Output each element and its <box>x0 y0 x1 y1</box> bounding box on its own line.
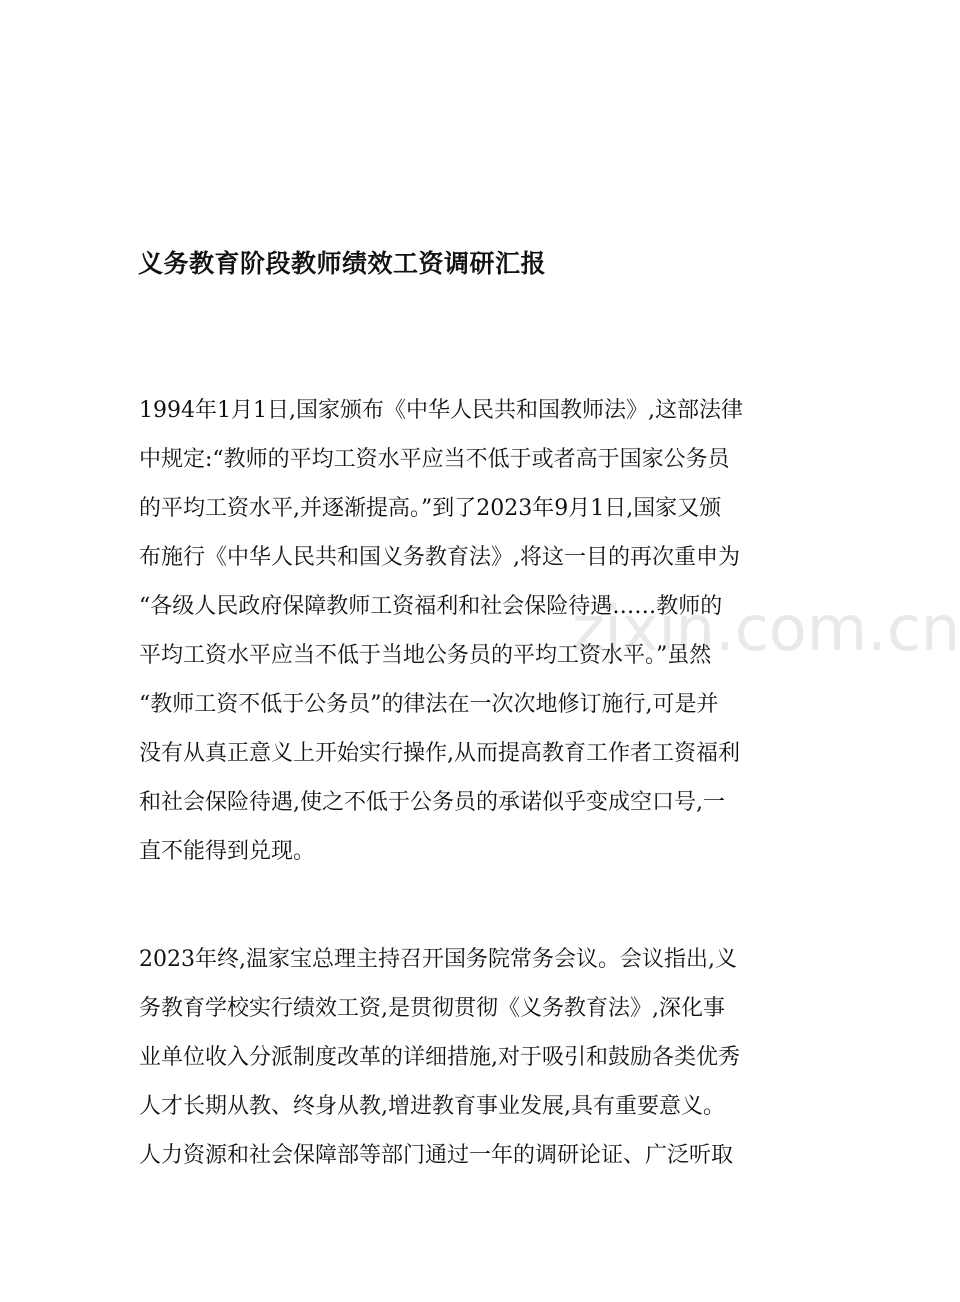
paragraph-line: 平均工资水平应当不低于当地公务员的平均工资水平。”虽然 <box>139 643 712 668</box>
paragraph-line: 中规定:“教师的平均工资水平应当不低于或者高于国家公务员 <box>139 447 730 472</box>
document-title: 义务教育阶段教师绩效工资调研汇报 <box>138 249 547 278</box>
paragraph-line: 1994年1月1日,国家颁布《中华人民共和国教师法》,这部法律 <box>139 398 743 423</box>
paragraph-line: 和社会保险待遇,使之不低于公务员的承诺似乎变成空口号,一 <box>139 790 725 815</box>
paragraph-line: 人力资源和社会保障部等部门通过一年的调研论证、广泛听取 <box>139 1143 734 1168</box>
paragraph-2 <box>139 935 740 1180</box>
paragraph-line: 的平均工资水平,并逐渐提高。”到了2023年9月1日,国家又颁 <box>139 496 722 521</box>
paragraph-line: 人才长期从教、终身从教,增进教育事业发展,具有重要意义。 <box>139 1094 725 1119</box>
paragraph-1 <box>139 386 743 876</box>
paragraph-line: 布施行《中华人民共和国义务教育法》,将这一目的再次重申为 <box>139 545 740 570</box>
paragraph-line: 直不能得到兑现。 <box>139 839 316 864</box>
paragraph-line: 没有从真正意义上开始实行操作,从而提高教育工作者工资福利 <box>139 741 740 766</box>
paragraph-line: 务教育学校实行绩效工资,是贯彻贯彻《义务教育法》,深化事 <box>139 996 725 1021</box>
watermark: zixin.com.cn <box>572 592 960 665</box>
paragraph-line: 业单位收入分派制度改革的详细措施,对于吸引和鼓励各类优秀 <box>139 1045 740 1070</box>
paragraph-line: 2023年终,温家宝总理主持召开国务院常务会议。会议指出,义 <box>139 947 737 972</box>
paragraph-line: “各级人民政府保障教师工资福利和社会保险待遇……教师的 <box>139 594 723 619</box>
paragraph-line: “教师工资不低于公务员”的律法在一次次地修订施行,可是并 <box>139 692 719 717</box>
